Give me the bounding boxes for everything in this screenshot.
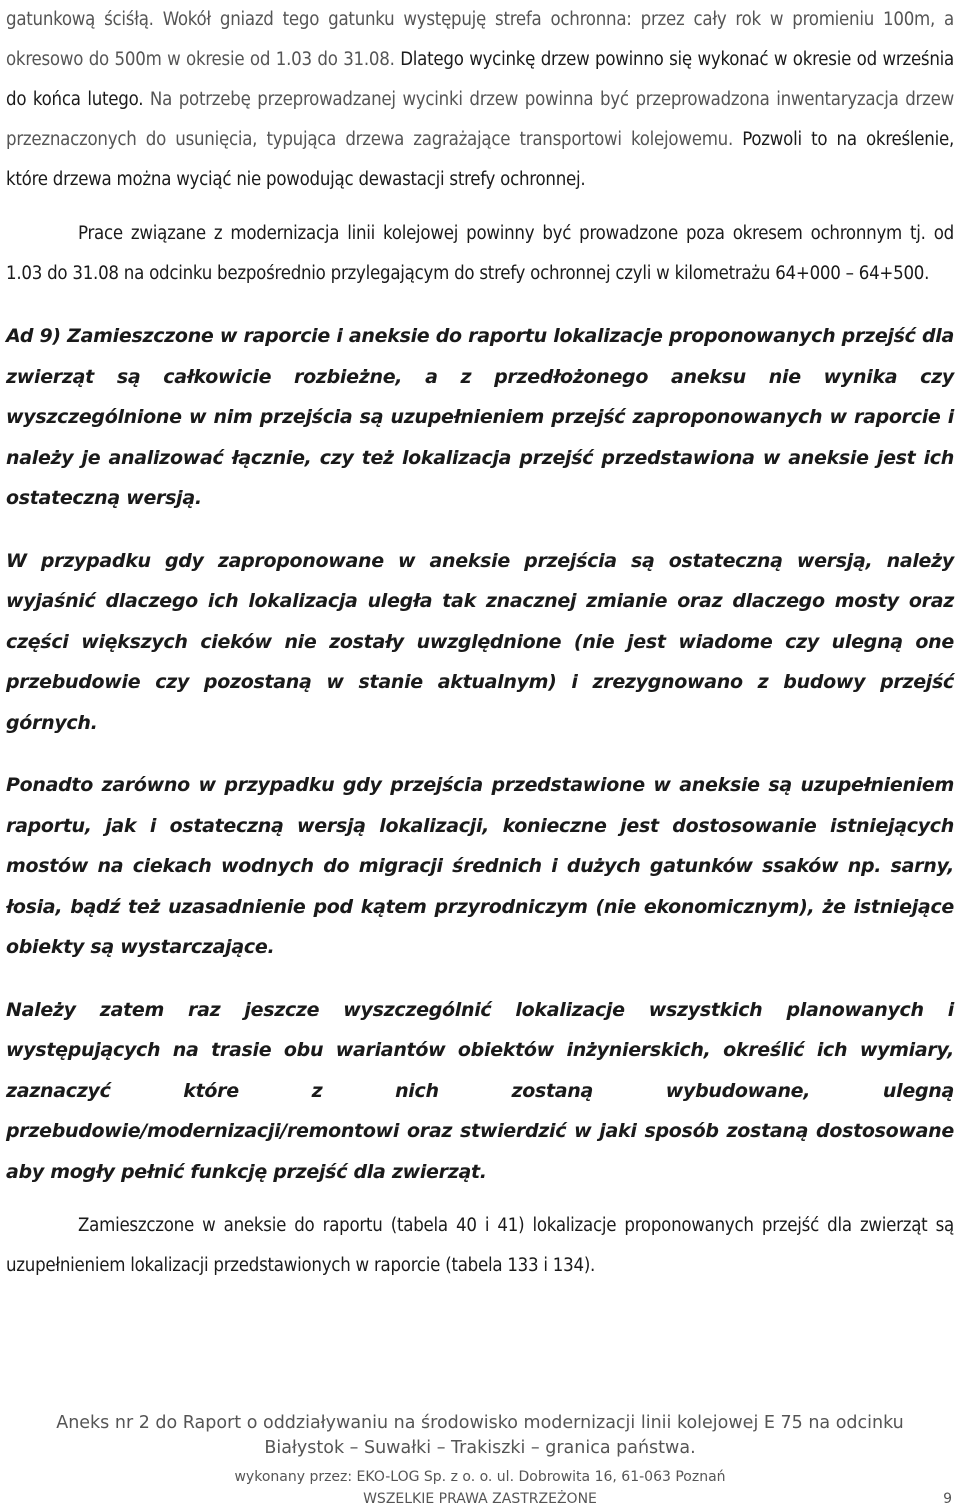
paragraph-bridges-adaptation: Ponadto zarówno w przypadku gdy przejścia przedstawione w aneksie są uzupełnieniem raportu, jak i ostateczną wersją lokalizacji, konieczne jest dostosowanie istniejących mostów na ciekach wodnych do migracji średnich i dużych gatunków ssaków np. sarny, łosia, bądź też uzasadnienie pod kątem przyrodniczym (nie ekonomicznym), że istniejące obiekty są wystarczające. <box>6 774 954 958</box>
paragraph-gap <box>6 1192 954 1206</box>
paragraph-gap <box>6 519 954 541</box>
document-body <box>6 0 954 1286</box>
paragraph-engineering-objects: Należy zatem raz jeszcze wyszczególnić lokalizacje wszystkich planowanych i występujących na trasie obu wariantów obiektów inżynierskich, określić ich wymiary, zaznaczyć które z nich zostaną wybudowane, ulegną przebudowie/modernizacji/remontowi oraz stwierdzić w jaki sposób zostaną dostosowane aby mogły pełnić funkcję przejść dla zwierząt. <box>6 998 954 1183</box>
text-segment: Prace związane z modernizacja linii kolejowej powinny być prowadzone poza okresem ochronnym tj. od 1.03 do 31.08 na odcinku bezpośrednio przylegającym do strefy ochronnej czyli w kilometrażu 64+000 – 64+500. <box>6 223 954 284</box>
text-segment: Pozwoli to na określenie, które drzewa można wyciąć nie powodując dewastacji strefy ochronnej. <box>6 129 954 190</box>
paragraph-protection-period <box>6 214 954 294</box>
footer-contractor: wykonany przez: EKO-LOG Sp. z o. o. ul. Dobrowita 16, 61-063 Poznań <box>234 1469 726 1485</box>
text-segment: gatunkową ściśłą. Wokół gniazd tego gatunku występuję strefa ochronna: przez cały rok w promieniu 100m, a okresowo do 500m w okresie od 1.03 do 31.08. <box>6 9 954 70</box>
paragraph-final-version: W przypadku gdy zaproponowane w aneksie przejścia są ostateczną wersją, należy wyjaśnić dlaczego ich lokalizacja uległa tak znacznej zmianie oraz dlaczego mosty oraz części większych cieków nie zostały uwzględnione (nie jest wiadome czy ulegną one przebudowie czy pozostaną w stanie aktualnym) i zrezygnowano z budowy przejść górnych. <box>6 549 954 734</box>
paragraph-gap <box>6 968 954 990</box>
paragraph-annex-tables: Zamieszczone w aneksie do raportu (tabela 40 i 41) lokalizacje proponowanych przejść dla zwierząt są uzupełnieniem lokalizacji przedstawionych w raporcie (tabela 133 i 134). <box>6 1215 954 1276</box>
page-number: 9 <box>943 1491 952 1507</box>
paragraph-gap <box>6 743 954 765</box>
paragraph-ad-9: Ad 9) Zamieszczone w raporcie i aneksie do raportu lokalizacje proponowanych przejść dla zwierząt są całkowicie rozbieżne, a z przedłożonego aneksu nie wynika czy wyszczególnione w nim przejścia są uzupełnieniem przejść zaproponowanych w raporcie i należy je analizować łącznie, czy też lokalizacja przejść przedstawiona w aneksie jest ich ostateczną wersją. <box>6 325 954 509</box>
footer-title-line2: Białystok – Suwałki – Trakiszki – granica państwa. <box>264 1438 696 1458</box>
footer-title-line1: Aneks nr 2 do Raport o oddziaływaniu na środowisko modernizacji linii kolejowej E 75 na odcinku <box>56 1413 904 1433</box>
text-segment: Dlatego wycinkę drzew powinno się wykonać w okresie od września do końca lutego. <box>6 49 954 110</box>
text-segment: Na potrzebę przeprowadzanej wycinki drzew powinna być przeprowadzona inwentaryzacja drzew przeznaczonych do usunięcia, typująca drzewa zagrażające transportowi kolejowemu. <box>6 89 954 150</box>
paragraph-tree-felling <box>6 0 954 200</box>
footer-rights: WSZELKIE PRAWA ZASTRZEŻONE <box>363 1491 597 1507</box>
paragraph-gap <box>6 294 954 316</box>
paragraph-gap <box>6 200 954 214</box>
